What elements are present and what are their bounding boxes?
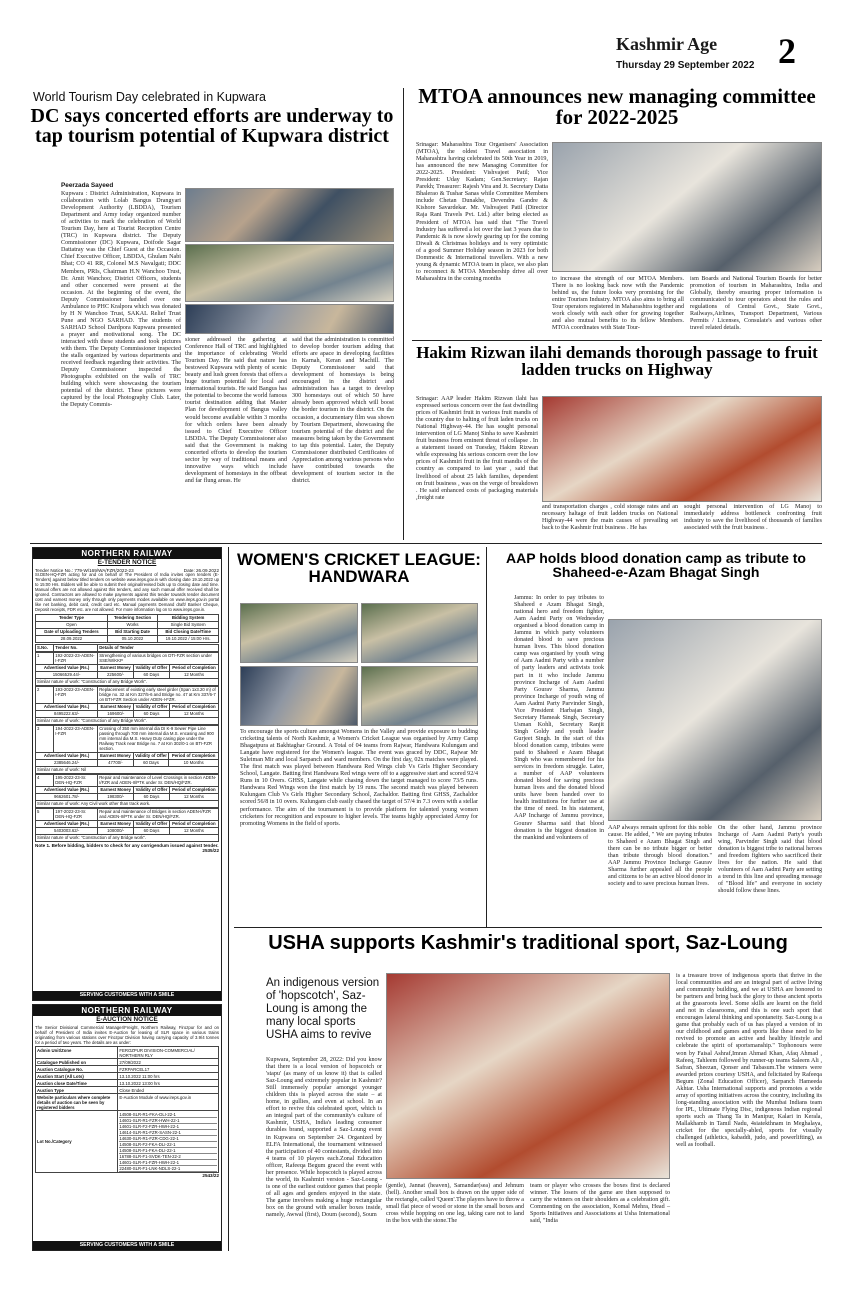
table-header-cell: Validity of Offer	[135, 787, 168, 793]
tender-subtitle: E-TENDER NOTICE	[97, 559, 157, 566]
auction-footer: SERVING CUSTOMERS WITH A SMILE	[33, 1241, 221, 1250]
table-header-cell: Earnest Money	[98, 664, 134, 671]
tender-emd: 169600/-	[98, 710, 134, 717]
section-divider	[234, 927, 822, 928]
tender-nature: Similar nature of work: "Construction of any Bridge Work".	[36, 678, 219, 685]
page-number: 2	[778, 31, 796, 71]
auction-row-label: Admin Unit/Zone	[36, 1047, 118, 1059]
tender-notice-number: Tender Notice No.: 779-W/169/WA/FZR/2022-23	[35, 568, 134, 573]
tender-details: Repair and maintenance of Level Crossings in section ADEN-I/FZR and ADEN-II/PTK under Sr. DEN/HQ/FZR.	[98, 774, 219, 786]
table-cell: 28.09.2022	[36, 635, 108, 642]
auction-row-value: 27/09/2022	[118, 1059, 219, 1066]
aap-column-2: AAP always remain upfront for this noble cause. He added, " We are paying tributes to Shaheed e Azam Bhagat Singh and there can be no tribute bigger or better than tribute through blood donation." AAP Jammu Province Incharge Gaurav Sharma further appealed all the people and citizens to be an active blood donor in society and to save precious human lives.	[608, 825, 712, 888]
auction-row	[36, 1066, 219, 1073]
usha-column-3: team or player who crosses the boxes first is declared winner. The losers of the game are then supposed to carry the winners on their shoulders as a celebration gift. Commenting on the association, Komal Mehra, Head – Sports Initiatives and Associations at Usha International said, "India	[530, 1183, 670, 1225]
tender-item	[35, 808, 219, 842]
auction-row-value: 13.10.2022 13:00 hrs	[118, 1080, 219, 1087]
mtoa-column-1: Srinagar: Maharashtra Tour Organisers' Association (MTOA), the oldest Travel association in Maharashtra having celebrated its 50th Year in 2019, has announced the new Managing Committee for 2022-2025. President: Vishvajeet Patil; Vice President: Uday Kadam; Gen.Secretary: Rajan Parekh; Treasurer: Rajesh Vira and Jt. Secretary Datta Bhalerao & Tushar Sanas while Committee Members include Chetan Dunakhe, Devendra Gandre & Kishore Savardekar. Mr. Vishvajeet Patil (Director Raja Rani Travels Pvt. Ltd.) after being elected as President of MTOA has said that "The Travel Industry has suffered a lot over the last 3 years due to Pandemic & is now slowly gearing up for the coming Diwali & Christmas holidays and is very optimistic of a good Summer Holiday season in 2023 for both Dommestic & International travellers. With a new young & dynamic MTOA team in place, we also plan to reconnect & MTOA Membership drive all over Maharashtra in the coming months	[416, 142, 548, 282]
auction-subtitle: E-AUCTION NOTICE	[96, 1016, 158, 1023]
table-header-cell: Period of Completion	[169, 820, 218, 827]
auction-code: 2543/22	[202, 1173, 219, 1178]
website-value: E-Auction Module of www.ireps.gov.in	[118, 1094, 219, 1111]
tender-emd: 108000/-	[98, 827, 134, 834]
hakim-article	[412, 344, 822, 544]
tender-value: 8495222.63/-	[36, 710, 98, 717]
lot-item: 14601-SLR-R1-FZR-HWH-22-1	[119, 1118, 217, 1124]
tender-title: NORTHERN RAILWAY	[33, 548, 221, 559]
tender-value: 5403003.62/-	[36, 827, 98, 834]
tender-emd: 198300/-	[98, 793, 134, 800]
tourism-byline: Peerzada Sayeed	[61, 182, 114, 189]
railway-auction-notice	[32, 1004, 222, 1251]
tender-item	[35, 774, 219, 808]
tender-sno: 3	[36, 725, 54, 752]
table-header-cell: Advertised Value (Rs.)	[36, 664, 98, 671]
newspaper-logo: Kashmir Age	[616, 34, 718, 54]
lot-item: 14508-SLR-R1-FKA-DLI-22-1	[119, 1112, 217, 1118]
auction-row-value: 13.10.2022 11:00 hrs	[118, 1073, 219, 1080]
column-divider	[486, 547, 487, 927]
table-header-cell: Advertised Value (Rs.)	[36, 752, 98, 759]
tender-period: 12 Months	[169, 671, 218, 678]
aap-headline: AAP holds blood donation camp as tribute to Shaheed-e-Azam Bhagat Singh	[506, 551, 806, 581]
aap-blood-donation-photo	[608, 619, 822, 821]
auction-title: NORTHERN RAILWAY	[33, 1005, 221, 1016]
tender-number: 192-2022-23-ADEN-I-FZR	[54, 652, 98, 664]
hakim-column-1: Srinagar: AAP leader Hakim Rizwan ilahi has expressed serious concern over the fast dwindling prices of Kashmiri fruit in various fruit mandis of the country due to halting of fruit laden trucks on National Highway-44. He has sought personal intervention of LG Manoj Sinha to save Kashmiri fruit business from eminent threat of collapse . In a statement issued on Tuesday, Hakim Rizwan while expressing his serious concern over the low prices of Kashmiri fruit in the fruit mandis of the country as compared to last year , said that livelihood of about 25 lakh families, dependent on fruit business , was on the verge of breakdown . He said enhanced costs of packaging materials ,freight rate	[416, 396, 538, 501]
table-header-cell: Validity of Offer	[135, 753, 167, 759]
lot-item: 14508-SLR-F2-FKA-DLI-22-1	[119, 1142, 217, 1148]
table-header-cell: Period of Completion	[169, 786, 218, 793]
tender-sno: 4	[36, 774, 54, 786]
aap-article	[490, 551, 822, 927]
tender-number: 193-2022-23-ADEN-I-FZR	[54, 686, 98, 703]
cricket-headline: WOMEN'S CRICKET LEAGUE: HANDWARA	[237, 551, 481, 587]
tender-emd: 225600/-	[98, 671, 134, 678]
tourism-kicker: World Tourism Day celebrated in Kupwara	[33, 90, 266, 104]
tender-validity: 60 Days	[134, 793, 170, 800]
tender-note: Note 1. Before bidding, bidders to check for any corrigendum issued against tender.	[35, 842, 219, 848]
usha-article	[234, 933, 822, 1251]
auction-row-value: FEROZPUR DIVISION-COMMERCIAL/ NORTHERN RLY	[118, 1047, 219, 1059]
mtoa-article	[412, 86, 822, 356]
tender-nature: Similar nature of work: Nil	[36, 766, 219, 773]
table-cell: Works	[107, 621, 157, 628]
mtoa-column-3: ism Boards and National Tourism Boards for better promotion of tourism in Maharashtra, India and Globally, thereby ensuring proper information is communicated to tour operators about the rules and regulations of Central Govt., State Govt., Railways,Airlines, Transport Department, Various Permits / Licenses, Consulate's and various other travel related details.	[690, 276, 822, 332]
auction-row-label: Auction Start (All Lots)	[36, 1073, 118, 1080]
auction-row	[36, 1080, 219, 1087]
auction-row	[36, 1047, 219, 1059]
table-header-cell: Earnest Money	[98, 820, 134, 827]
tender-number: 197-2022-23-Sr. DEN-HQ-FZR	[54, 808, 98, 820]
lot-item: 16788-SLR-F1-SVDK-TEN-22-2	[119, 1154, 217, 1160]
tender-item	[35, 725, 219, 774]
table-header-cell: Bid Starting Date	[107, 628, 157, 635]
tourism-column-3: said that the administration is committed to develop border tourism adding that efforts are apace in developing facilities in Karnah, Keran and Machill. The Deputy Commissioner said that development of homestays is being encouraged in the district and administration has a target to develop 300 homestays out of which 50 have already been approved which will boost the border tourism in the district. On the occasion, a documentary film was shown by Tourism Department, showcasing the tourism potential of the district and the measures being taken by the Government to tap this potential. Later, the Deputy Commissioner distributed Certificates of Appreciation among various persons who have contributed towards the development of tourism sector in the district.	[292, 337, 394, 484]
table-header-cell: Bid Closing Date/Time	[158, 628, 219, 635]
column-divider	[403, 88, 404, 540]
auction-row-label: Auction Catalogue No.	[36, 1066, 118, 1073]
tender-value: 2385646.24/-	[36, 759, 98, 766]
tender-nature: Similar nature of work: "Construction of any Bridge work".	[36, 834, 219, 841]
tourism-article	[30, 90, 394, 540]
tender-items-table	[35, 644, 219, 652]
cricket-article	[236, 551, 482, 921]
table-header-cell: Validity of Offer	[133, 664, 169, 671]
table-header-cell: Earnest Money	[98, 752, 134, 759]
table-cell: 05.10.2022	[107, 635, 157, 642]
auction-row-value: Close Ended	[118, 1087, 219, 1094]
tender-period: 12 Months	[169, 710, 218, 717]
tender-validity: 60 Days	[133, 671, 169, 678]
lot-item: 14601-SLR-F2-FZR-HWH-22-1	[119, 1124, 217, 1130]
table-header-cell: Validity of Offer	[135, 821, 168, 827]
masthead	[612, 30, 822, 82]
tender-period: 10 Months	[169, 759, 219, 766]
lot-label: Lot No./Category	[36, 1111, 118, 1173]
table-cell: Open	[36, 621, 108, 628]
table-header-cell: Tender Type	[36, 614, 108, 621]
aap-column-1: Jammu: In order to pay tributes to Shaheed e Azam Bhagat Singh, national hero and freedom fighter, Aam Aadmi Party on Wednesday organised a blood donation camp in Jammu in which party volunteers donated blood to save precious human lives. This blood donation camp was organised by youth wing of Aam Aadmi Party with a number of party leaders and activists took part in it who include Jammu province Incharge of Aam Aadmi Party Gourav Sharma, Jammu province Incharge of youth wing of Aam Aadmi Party Parvinder Singh, Vice President Harbajan Singh, Secretary Hameak Singh, Secretary Usman Kohli, Secretary Ranjit Singh Goldy and youth leader Gurjeet Singh. In the start of this blood donation camp, tributes were paid to Shaheed e Azam Bhagat Singh who was remembered for his services in freedom struggle. Later, a number of AAP volunteers donated blood for saving precious human lives and the donated blood units have been handed over to health institutions for further use at the time of need. In his statement, AAP Incharge of Jammu province, Gourav Sharma said that blood donation is the biggest donation in the mankind and volunteers of	[514, 595, 604, 841]
table-header-cell: Tendering Section	[107, 614, 157, 621]
table-header-cell: Period of Completion	[169, 703, 218, 710]
table-header-cell: Bidding System	[158, 614, 219, 621]
usha-deck: An indigenous version of 'hopscotch', Saz-Loung is among the many local sports USHA aims to revive	[266, 977, 380, 1041]
tender-item	[35, 652, 219, 686]
tender-nature: Similar nature of work: Any Civil work other than track work.	[36, 800, 219, 807]
tourism-photo-bottom	[185, 304, 394, 334]
table-header-cell: Period of Completion	[169, 664, 218, 671]
table-header-cell: Date of Uploading Tenders	[36, 628, 108, 635]
usha-column-1: Kupwara, September 28, 2022: Did you know that there is a local version of hopscotch or 'stapu' (as many of us know it) that is called Saz-Loung and extremely popular in Kashmir? Still immensely popular amongst younger children this is played across the state – at home, in gullies, and even at school. In an effort to revive this celebrated sport, which is an integral part of the community's culture of Kashmir, USHA, India's leading consumer durables brand, supported a Saz-Loung event in Kupwara on September 24. Organized by ELFA International, the tournament witnessed the participation of 40 contestants, divided into 4 teams of 10 players each.Zonal Education officer, Rafeeqa Begum graced the event with her presence. While hopscotch is played across the world, its Kashmiri version - Saz-Loung - is one of the earliest outdoor games that people of all ages and genders enjoyed in the state. The game involves making a huge rectangular box on the ground with smaller boxes inside, namely, Awwal (first), Doum (second), Soum	[266, 1057, 382, 1219]
hakim-column-2: and transportation charges , cold storage rates and an necessary haltage of fruit ladden trucks on National Highway-44 were the main causes of prevailing set back to the Kashmir fruit business . He has	[542, 504, 678, 532]
auction-row	[36, 1073, 219, 1080]
table-header-cell: Details of Tender	[98, 644, 219, 651]
tourism-photo-top	[185, 188, 394, 242]
hakim-protest-photo	[542, 396, 822, 502]
tender-footer: SERVING CUSTOMERS WITH A SMILE	[33, 991, 221, 1000]
tender-nature: Similar nature of work: "Construction of any Bridge Work".	[36, 717, 219, 724]
usha-event-photo	[386, 973, 670, 1179]
tender-period: 12 Months	[169, 827, 218, 834]
table-header-cell: S.No.	[36, 644, 54, 651]
tender-validity: 60 Days	[134, 710, 169, 717]
tender-intro: Sr.DEN-HQ-FZR acting for and on behalf of The President of India invites open tenders (E-Tenders) against below titled tenders on website www.ireps.gov.in with closing date 19.10.2022 up to 15:00 Hrs. Bidders will be able to submit their original/revised bids up to closing date and time. Manual offers are not allowed against this tenders, and any such manual offer received shall be ignored. Contractors are allowed to make payments against this tender towards tender document cost and earnest money only through only payments modes available on www.ireps.gov.in portal like net banking, debit card, credit card etc. Manual payments Demand draft/ Banker Cheque, Deposit receipts, FDR etc. are not allowed. For more information log on to www.ireps.gov.in.	[35, 572, 219, 612]
usha-headline: USHA supports Kashmir's traditional sport, Saz-Loung	[268, 933, 788, 954]
website-label: Website particulars where complete details of auction can be seen by registered bidders	[36, 1094, 118, 1111]
table-header-cell: Validity of Offer	[135, 704, 168, 710]
tender-validity: 60 Days	[134, 827, 170, 834]
table-header-cell: Advertised Value (Rs.)	[36, 786, 98, 793]
tourism-photo-middle	[185, 244, 394, 302]
table-header-cell: Earnest Money	[98, 786, 134, 793]
table-cell: 19.10.2022 / 15:00 Hrs.	[158, 635, 219, 642]
lot-item: 14508-SLR-F1-FKA-DLI-22-1	[119, 1148, 217, 1154]
mtoa-committee-photo	[552, 142, 822, 272]
cricket-photo-2	[361, 603, 478, 663]
tender-code: 2535/22	[202, 847, 219, 853]
cricket-body: To encourage the sports culture amongst Womens in the Valley and provide exposure to budding cricketing talents of North Kashmir, a Women's Cricket League was organised by Army Camp Bhagatpura at Bakhtaghar Ground. A Total of 04 teams from Rajwar, Handwara Kulungam and Langate have registered for the Women's league. The event was graced by DDC, Rajwar Mr Suleiman Mir and local Sarpanch and ward members. On the first day, 02x matches were played. The first match was played between Handwara Red Wings club Vs Girls Higher Secondary School, Langate. Batting first Handwara Red wings were off to a aggressive start and scored 92/4 Runs in 10 Overs. GHSS, Langate while chasing down the target managed to score 73/5 runs. Handwara Red Wings won the first match by 19 runs. The second match was played between Kulungam Club Vs Girls Higher Secondary School, Zachaldor. Batting first GHSS, Zachaldor scored 56/8 in 10 overs. Kulungam club easily chased the target of 57/4 in 7.3 overs with a stellar performance. The aim of the tournament is to provide platform for talented young women cricketers for recognition and exposure to higher levels. The teams highly appreciated Army for promoting Womens in the field of sports.	[240, 729, 478, 827]
tender-sno: 2	[36, 686, 54, 703]
auction-row	[36, 1087, 219, 1094]
tourism-column-1: Kupwara : District Administration, Kupwara in collaboration with Lolab Bangus Drangyari Development Authority (LBDDA), Tourism Department and Army today organized number of activities to mark the celebration of World Tourism Day, here at Tourist Reception Centre (TRC) in Kupwara district. The Deputy Commissioner (DC) Kupwara, Doifode Sagar Dattatray was the Chief Guest at the Occasion. Chief Executive Officer, LBDDA, Ghulam Nabi Bhat; CO 41 RR, Colonel M.S Navalgati; DDC Members, PRIs, Chairman H.N Wanchoo Trust, Dr. Amit Wanchoo; District Officers, students and other concerned were present at the occasion. At the beginning of the event, the Deputy Commissioner handed over one Ambulance to PHC Kralpora which was donated by H N Wanchoo Trust, SAKAL Relief Trust Pune and NGO SARHAD. The students of SARHAD School Dardpora Kupwara presented a prayer and motivational song. The DC interacted with these students and took pictures with them. The Deputy Commissioner inspected the stalls organized by various departments and received feedback regarding their activities. The Deputy Commissioner inspected the Photographs exhibited on the walls of TRC building which were showcasing the tourism potential of the district. These pictures were captured by the local Photography Club. Later, the Deputy Commis-	[61, 191, 181, 409]
tender-validity: 60 Days	[133, 759, 169, 766]
mtoa-headline: MTOA announces new managing committee for 2022-2025	[418, 86, 816, 130]
issue-date: Thursday 29 September 2022	[616, 60, 755, 71]
hakim-headline: Hakim Rizwan ilahi demands thorough passage to fruit ladden trucks on Highway	[416, 344, 818, 380]
lot-item: 14630-SLR-R1-FZR-CDG-22-1	[119, 1136, 217, 1142]
tender-details: Replacement of existing early steel girder (Span 1x3.20 m) of bridge no. 32 at Km 327/5-6 and Bridge no. 47 at Km 337/6-7 on BTI-FZR Section under ADEN-I-FZR.	[98, 686, 219, 703]
auction-row-value: FZRPARCEL17	[118, 1066, 219, 1073]
tender-details: Repair and maintenance of Bridges in section ADEN-I/FZR and ADEN-II/PTK under Sr. DEN/HQ/FZR.	[98, 808, 219, 820]
column-divider	[228, 547, 229, 1251]
tourism-column-2: sioner addressed the gathering at Conference Hall of TRC and highlighted the importance of celebrating World Tourism Day. He said that nature has bestowed Kupwara with plenty of scenic beauty and lush green forests that offers a huge tourism potential for local and international tourists. He said Bangus has the potential to become the world famous tourist destination adding that Master Plan for development of Bangus valley would become available within 3 months for which orders have been already issued to Chief Executive Officer LBDDA. The Deputy Commissioner also said that the Government is making concerted efforts to develop the tourism sector by way of traditional means and innovative ways which include development of homestays in the offbeat and far flung areas. He	[185, 337, 287, 484]
aap-column-3: On the other hand, Jammu province Incharge of Aam Aadmi Party's youth wing, Parvinder Singh said that blood donation is biggest tribe to national heroes and freedom fighters who sacrificed their lives for the nation. He said that volunteers of Aam Aadmi Party are setting a trend in this line and spreading message of "Blood life" and everyone in society should follow these lines.	[718, 825, 822, 895]
tender-sno: 1	[36, 652, 54, 664]
tender-value: 15066529.44/-	[36, 671, 98, 678]
lot-item: 22480-SLR-F1-LNK-NDLS-22-1	[119, 1166, 217, 1172]
tender-summary-table	[35, 614, 219, 643]
table-cell: Single Bid System	[158, 621, 219, 628]
auction-row-label: Auction Type	[36, 1087, 118, 1094]
lot-item: 14601-SLR-F1-FZR-HWH-22-1	[119, 1160, 217, 1166]
table-header-cell: Advertised Value (Rs.)	[36, 820, 98, 827]
mtoa-column-2: to increase the strength of our MTOA Members. There is no looking back now with the Pandemic behind us, the future looks very promising for the entire Tourism Industry. MTOA also aims to bring all Tour operators registered in Maharashtra together and work closely with each other for growing together and also mutual benefits to its fellow Members. MTOA coordinates with State Tour-	[552, 276, 684, 332]
cricket-photo-3	[240, 666, 358, 726]
tender-details: Strengthening of various bridges on DTI-FZR section under SSE/W/KKP	[98, 652, 219, 664]
table-header-cell: Period of Completion	[169, 752, 219, 759]
hakim-column-3: sought personal intervention of LG Manoj to immediately address bottleneck confronting fruit industry to save the livelihood of thousands of families associated with the fruit business .	[684, 504, 822, 532]
usha-column-2: (gentle), Jannat (heaven), Samandar(sea) and Jehnum (hell). Another small box is drawn on the upper side of the rectangle, called 'Queen'.The players have to throw a small flat piece of wood or stone in the small boxes and cross while hopping on one leg, taking care not to land in the box with the stone.The	[386, 1183, 524, 1225]
tender-details: Crossing of 350 mm internal dia DI K-9 Sewer Pipe Line passing through 700 mm internal dia M.S. encasing and 900 mm internal dia M.S. Heavy Duty casing pipe under the Railway Track near Bridge no. 7 at Km 302/0-1 on BTI-FZR section.	[98, 725, 219, 752]
tender-period: 12 Months	[169, 793, 218, 800]
tourism-headline: DC says concerted efforts are underway to tap tourism potential of Kupwara district	[30, 105, 394, 148]
usha-column-4: is a treasure trove of indigenous sports that thrive in the local communities and are an integral part of active living and community building, and we at USHA are honored to be partners and bring back the glory to these ancient sports at the grassroots level. Some skills are learnt on the field and not in classrooms, and this is one such sport that encourages lateral thinking and spontaneity. Saz-Loung is a game that probably each of us has played a version of in our childhood and games and sports like these need to be revived to promote an active and healthy lifestyle and celebrate the spirit of sportsmanship." Tophonours were won by Faisal Ashraf,Imran Ahmad Khan, Afaq Ahmad , Rafeeq, Tahleem followed by runner-up teams Saleem Ali , Safran, Sheezan, Qonser and Tabasum.The winners were awarded prizes courtesy USHA, and felicitated by Rafeeqa Begum (Zonal Education Officer), Sarpanch Hameeda Akhtar. Usha International supports and promotes a wide array of sporting initiatives across the country, including its long-standing association with the Mumbai Indians team for IPL, Ultimate Flying Disc, indigenous Indian regional sports such as Thang Ta in Manipur, Kalari in Kerala, Mallakhamb in Tamil Nadu, 4siatekthnam in Meghalaya, cricket for the specially-abled, sports for visually challenged (athletics, kabaddi, judo, and powerlifting), as well as football.	[676, 973, 822, 1149]
auction-row	[36, 1059, 219, 1066]
cricket-photo-1	[240, 603, 358, 663]
table-header-cell: Earnest Money	[98, 703, 134, 710]
tender-notice-date: Date: 26.09.2022	[183, 568, 219, 573]
auction-details-table	[35, 1046, 219, 1173]
cricket-photo-4	[361, 666, 478, 726]
tender-item	[35, 686, 219, 725]
tender-emd: 47700/-	[98, 759, 134, 766]
tender-number: 194-2022-23-ADEN-I-FZR	[54, 725, 98, 752]
section-divider	[30, 543, 822, 544]
auction-intro: The Senior Divisional Commercial Manager/Freight, Northern Railway, Firozpur for and on behalf of President of India invites E-Auction for leasing of SLR space in various trains originating from various stations over Firozpur Division having carrying capacity of 3.9/4 tonnes for a period of two years. The details are as under:	[35, 1025, 219, 1045]
tender-sno: 5	[36, 808, 54, 820]
table-header-cell: Tender No.	[54, 644, 98, 651]
tender-value: 9662601.78/-	[36, 793, 98, 800]
auction-row-label: Catalogue Published on	[36, 1059, 118, 1066]
tender-number: 195-2022-23-Sr. DEN-HQ-FZR	[54, 774, 98, 786]
railway-tender-notice	[32, 547, 222, 1001]
table-header-cell: Advertised Value (Rs.)	[36, 703, 98, 710]
section-divider	[412, 340, 822, 341]
lot-item: 14614-SLR-R1-FZR-SASN-22-1	[119, 1130, 217, 1136]
auction-row-label: Auction close Date/Time	[36, 1080, 118, 1087]
